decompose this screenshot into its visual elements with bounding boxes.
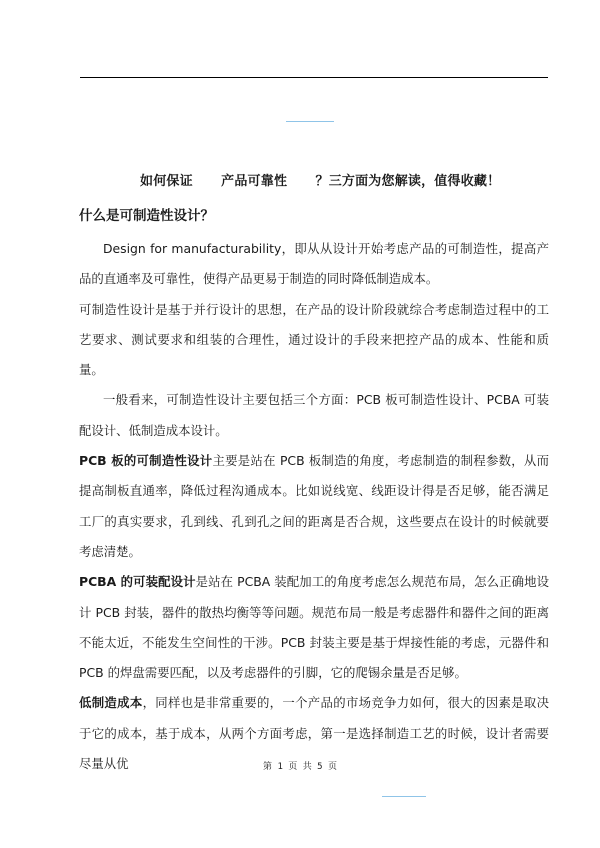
paragraph-definition: Design for manufacturability，即从从设计开始考虑产品的可制造性，提高产品的直通率及可靠性，使得产品更易于制造的同时降低制造成本。 <box>79 241 549 287</box>
pcba-assembly-text: 是站在 PCBA 装配加工的角度考虑怎么规范布局，怎么正确地设计 PCB 封装，器件的散热均衡等等问题。规范布局一般是考虑器件和器件之间的距离不能太近，不能发生空间性的干涉。PCB 封装主要是基于焊接性能的考虑，元器件和 PCB 的焊盘需要匹配，以及考虑器件的引脚，它的爬锡余量是否足够。 <box>79 574 549 681</box>
bottom-accent-line <box>382 796 426 797</box>
low-cost-text: ，同样也是非常重要的，一个产品的市场竞争力如何，很大的因素是取决于它的成本，基于成本，从两个方面考虑，第一是选择制造工艺的时候，设计者需要尽量从优 <box>79 695 550 772</box>
paragraph-concurrent-design: 可制造性设计是基于并行设计的思想，在产品的设计阶段就综合考虑制造过程中的工艺要求、测试要求和组装的合理性，通过设计的手段来把控产品的成本、性能和质量。 <box>79 301 549 378</box>
pcb-manufacturability-term: PCB 板的可制造性设计 <box>79 453 213 469</box>
top-accent-line <box>286 121 334 122</box>
document-body <box>79 234 549 779</box>
page-number: 第 1 页 共 5 页 <box>263 762 337 772</box>
paragraph-pcb-manufacturability <box>79 446 549 567</box>
pcba-assembly-term: PCBA 的可装配设计 <box>79 574 196 590</box>
paragraph-pcba-assembly <box>79 567 549 688</box>
document-title: 如何保证 产品可靠性 ？三方面为您解读，值得收藏！ <box>140 174 501 189</box>
low-cost-term: 低制造成本 <box>79 695 143 711</box>
paragraph-three-aspects: 一般看来，可制造性设计主要包括三个方面：PCB 板可制造性设计、PCBA 可装配设计、低制造成本设计。 <box>79 392 549 438</box>
section-heading: 什么是可制造性设计？ <box>79 208 214 224</box>
pcb-manufacturability-text: 主要是站在 PCB 板制造的角度，考虑制造的制程参数，从而提高制板直通率，降低过程沟通成本。比如说线宽、线距设计得是否足够，能否满足工厂的真实要求，孔到线、孔到孔之间的距离是否合规，这些要点在设计的时候就要考虑清楚。 <box>79 453 549 559</box>
header-rule <box>80 77 548 78</box>
